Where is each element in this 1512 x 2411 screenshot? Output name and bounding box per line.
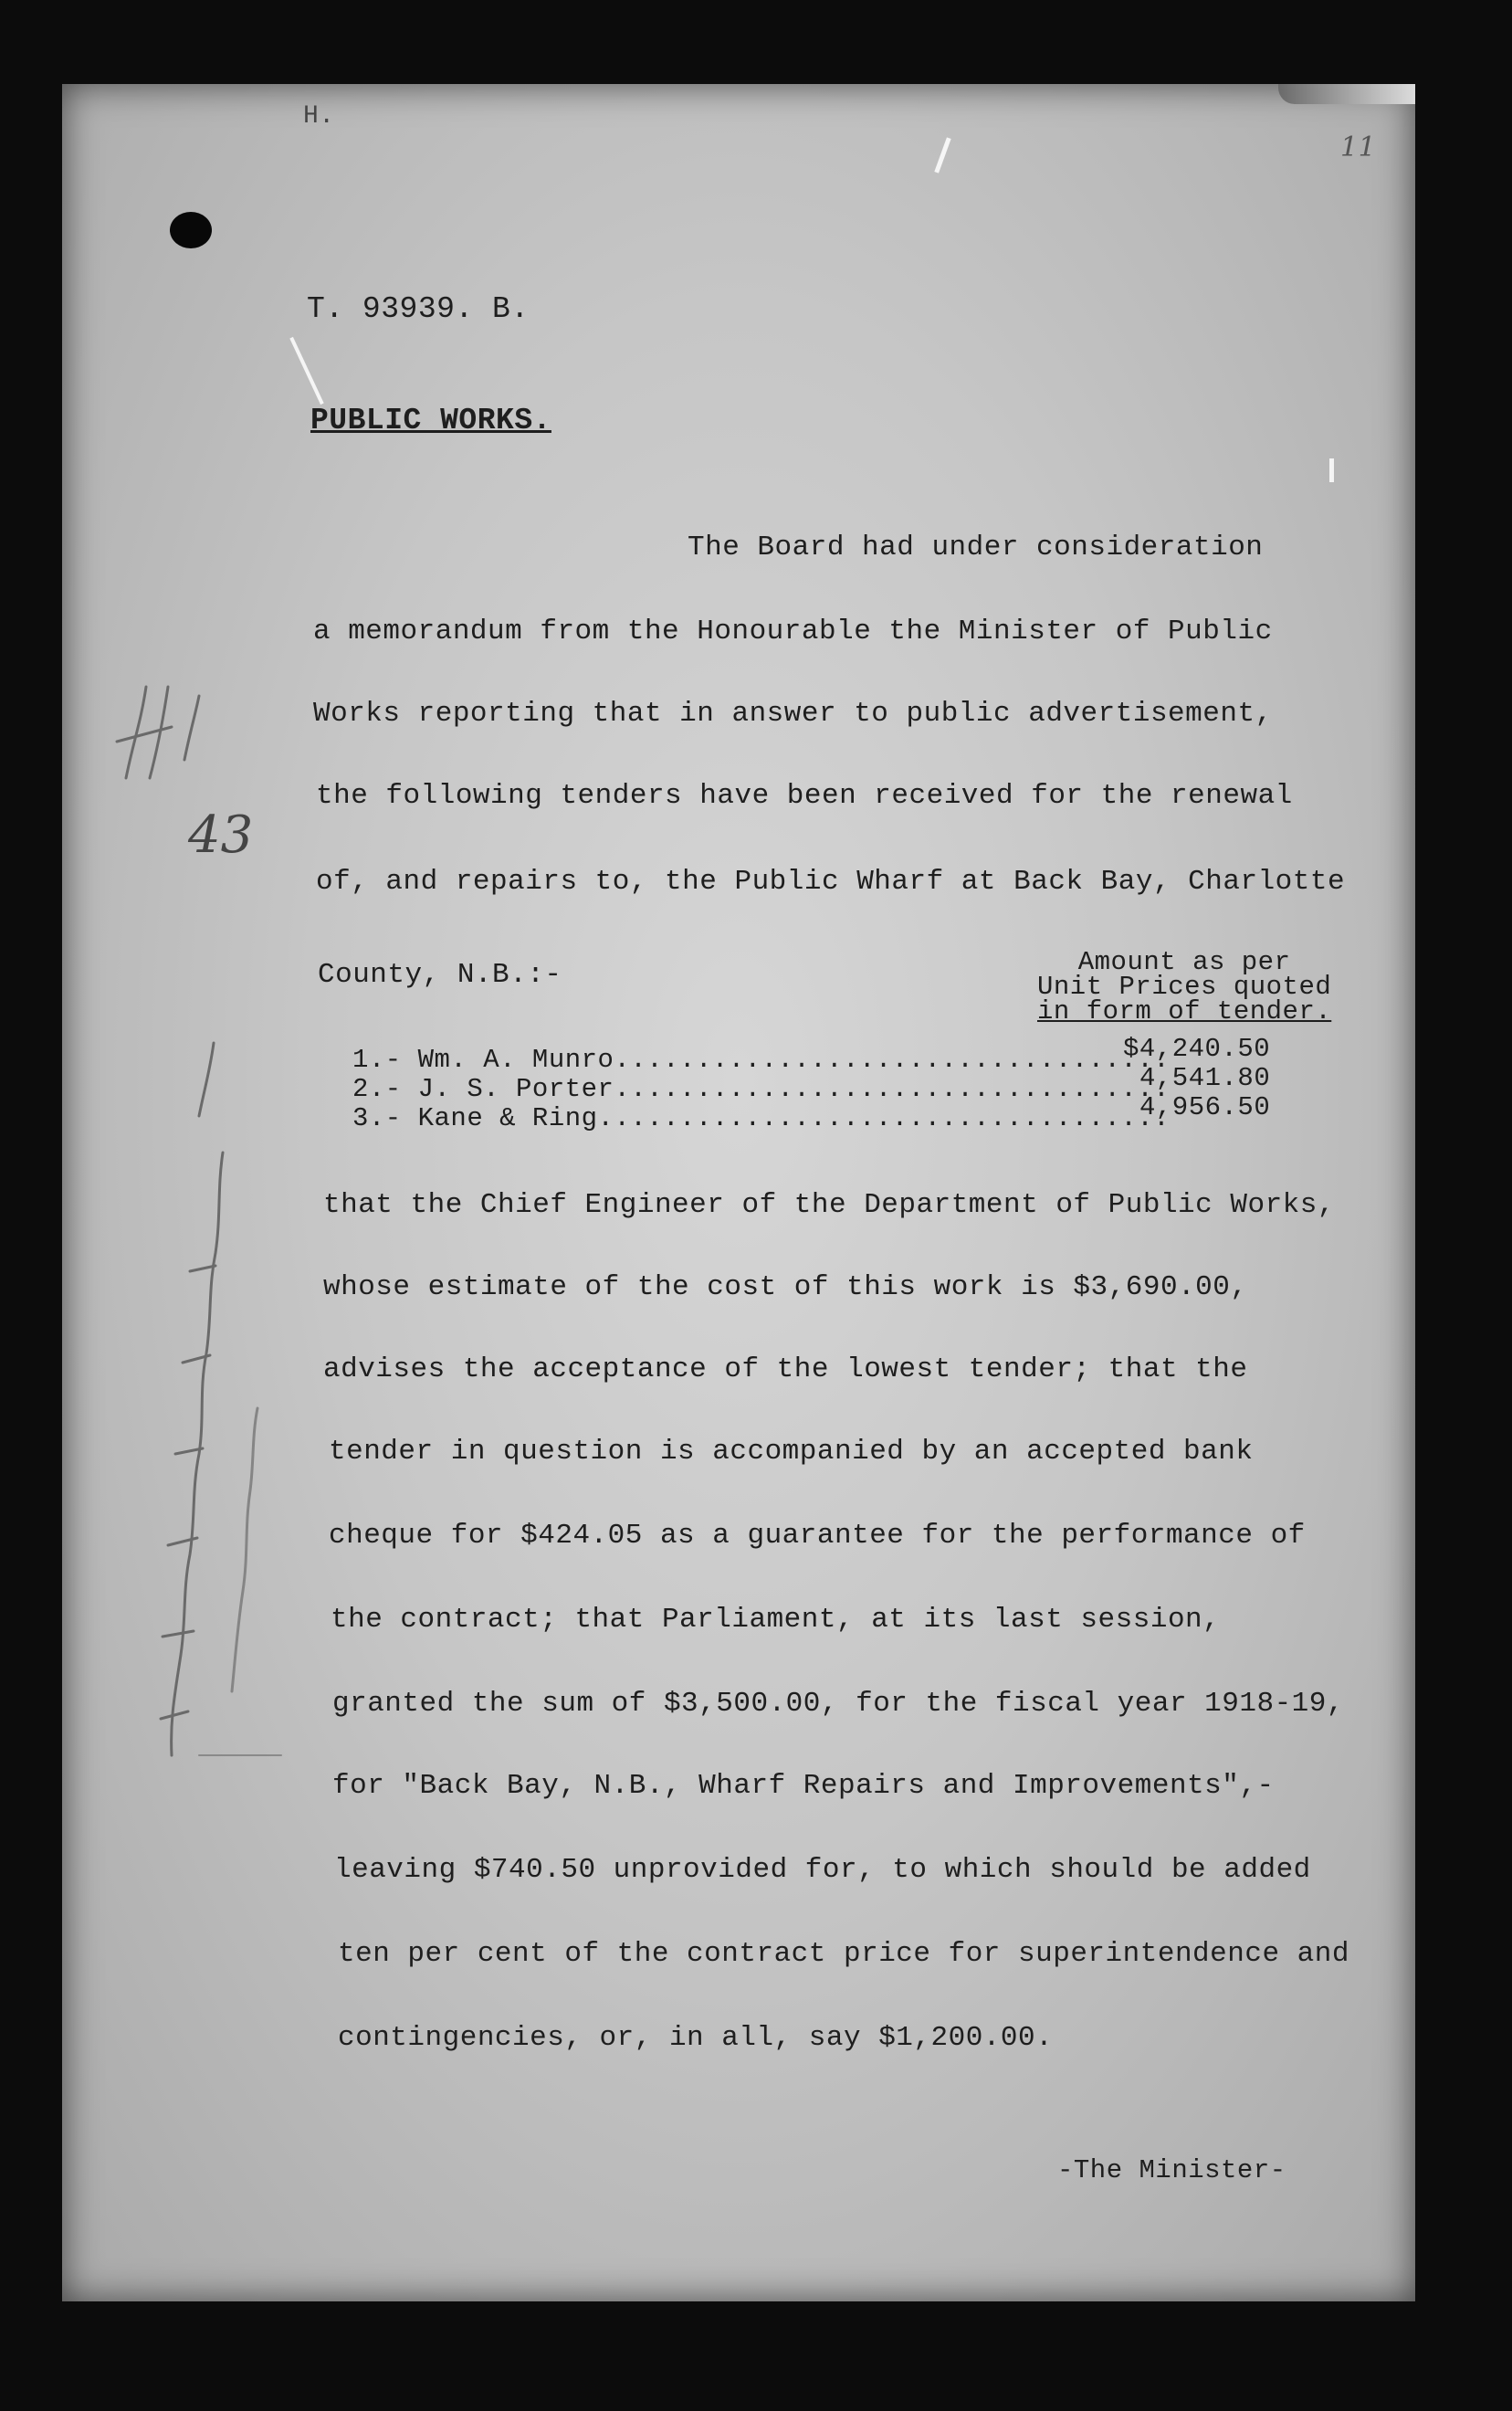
folio-number: 11	[1340, 132, 1377, 163]
scan-corner-glare	[1278, 84, 1415, 104]
amount-header-line: Unit Prices quoted	[1037, 972, 1332, 1002]
handwritten-margin-notes	[62, 84, 336, 2301]
body-line: advises the acceptance of the lowest tender; that the	[323, 1353, 1248, 1385]
body-line: ten per cent of the contract price for superintendence and	[338, 1938, 1349, 1970]
document-page	[62, 84, 1415, 2301]
intro-line: Works reporting that in answer to public advertisement,	[313, 698, 1273, 730]
tender-label: 3.- Kane & Ring...................................	[352, 1103, 1171, 1133]
body-line: leaving $740.50 unprovided for, to which should be added	[334, 1854, 1311, 1886]
intro-line: the following tenders have been received for the renewal	[316, 780, 1293, 812]
tender-label: 2.- J. S. Porter..................................	[352, 1074, 1171, 1104]
scan-scratch	[934, 137, 950, 173]
body-line: granted the sum of $3,500.00, for the fiscal year 1918-19,	[332, 1688, 1344, 1720]
tender-amount: 4,541.80	[1139, 1063, 1271, 1093]
scan-scratch	[1329, 458, 1334, 482]
amount-header-line: in form of tender.	[1037, 996, 1332, 1027]
intro-line: of, and repairs to, the Public Wharf at Back Bay, Charlotte	[316, 866, 1346, 898]
margin-number: 43	[188, 805, 254, 865]
tender-amount: $4,240.50	[1123, 1034, 1271, 1064]
tender-amount: 4,956.50	[1139, 1092, 1271, 1122]
body-line: the contract; that Parliament, at its last session,	[331, 1604, 1221, 1636]
body-line: for "Back Bay, N.B., Wharf Repairs and Improvements",-	[332, 1770, 1275, 1802]
body-line: whose estimate of the cost of this work is $3,690.00,	[323, 1271, 1248, 1303]
intro-line: The Board had under consideration	[688, 532, 1264, 563]
body-line: tender in question is accompanied by an accepted bank	[329, 1436, 1254, 1468]
reference-number: T. 93939. B.	[307, 292, 530, 326]
top-mark: H.	[303, 102, 335, 131]
body-line: contingencies, or, in all, say $1,200.00.	[338, 2022, 1054, 2054]
intro-line: County, N.B.:-	[318, 959, 562, 991]
amount-header-line: Amount as per	[1077, 947, 1291, 977]
catchword: -The Minister-	[1057, 2155, 1286, 2185]
body-line: that the Chief Engineer of the Department of Public Works,	[323, 1189, 1335, 1221]
amount-column-header	[1037, 947, 1332, 1027]
intro-line: a memorandum from the Honourable the Minister of Public	[313, 616, 1273, 647]
tender-label: 1.- Wm. A. Munro..................................	[352, 1045, 1171, 1075]
document-heading: PUBLIC WORKS.	[310, 404, 551, 437]
body-line: cheque for $424.05 as a guarantee for the performance of	[329, 1520, 1306, 1552]
